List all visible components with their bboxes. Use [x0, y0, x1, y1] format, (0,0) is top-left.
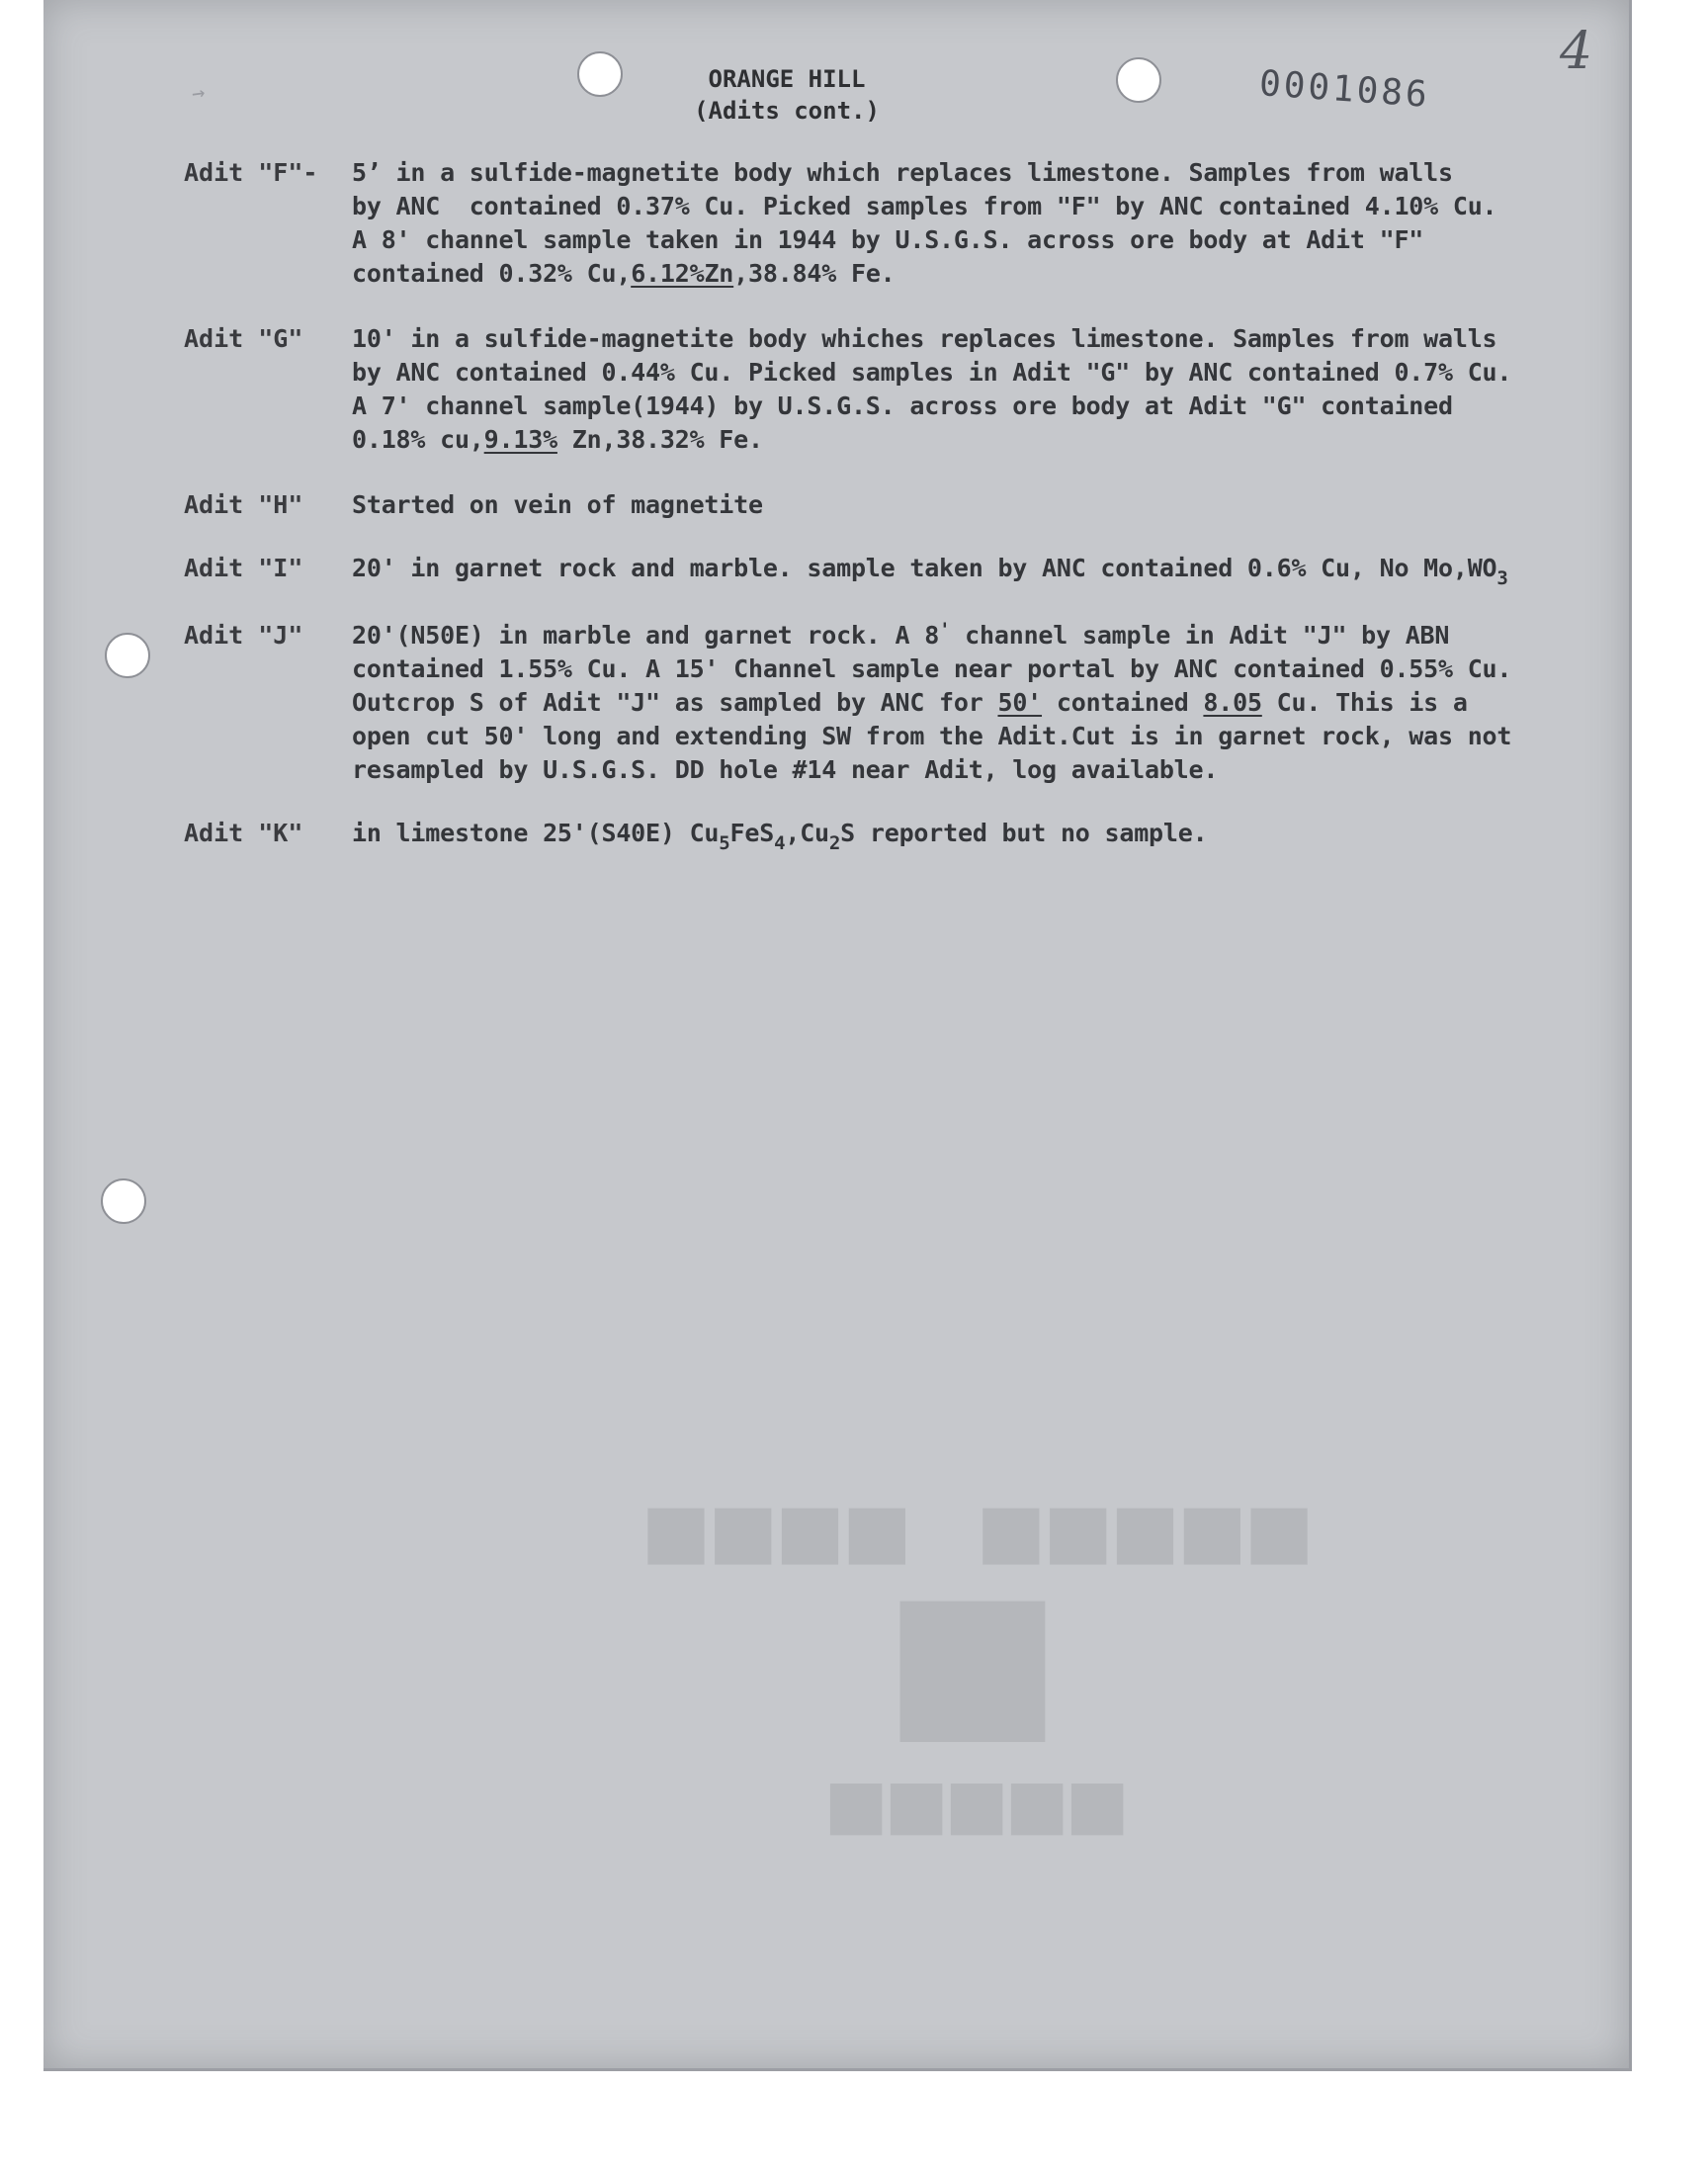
text-run: Cu. This is a — [1261, 688, 1468, 717]
text-run: contained — [1042, 688, 1204, 717]
text-run: ,38.84% Fe. — [733, 259, 896, 288]
text-run: A 7' channel sample(1944) by U.S.G.S. across ore body at Adit "G" contained — [352, 392, 1453, 420]
text-line — [352, 156, 1657, 190]
text-run: 20' in garnet rock and marble. sample taken by ANC contained 0.6% Cu, No Mo,WO — [352, 554, 1497, 582]
text-line — [352, 753, 1657, 787]
text-line — [352, 257, 1657, 291]
adit-description — [352, 322, 1657, 457]
adit-description — [352, 156, 1657, 291]
text-run: by ANC contained 0.37% Cu. Picked samples from "F" by ANC contained 4.10% Cu. — [352, 192, 1497, 220]
text-line — [352, 390, 1657, 423]
text-line — [352, 423, 1657, 457]
subscript-text: 4 — [774, 832, 786, 854]
text-run: 5’ in a sulfide-magnetite body which replaces limestone. Samples from walls — [352, 158, 1453, 187]
adit-description — [352, 619, 1657, 787]
underlined-text: 6.12%Zn — [631, 259, 734, 288]
text-line — [352, 817, 1657, 854]
faint-margin-mark: → — [190, 80, 207, 107]
text-line — [352, 223, 1657, 257]
adit-label: Adit "F"- — [184, 158, 318, 187]
text-line — [352, 356, 1657, 390]
text-run: 0.18% cu, — [352, 425, 484, 454]
superscript-text: ' — [939, 619, 951, 641]
page-title — [668, 63, 905, 127]
text-run: Started on vein of magnetite — [352, 490, 763, 519]
text-line — [352, 652, 1657, 686]
subscript-text: 3 — [1496, 567, 1508, 589]
text-line — [352, 686, 1657, 720]
text-line — [352, 552, 1657, 589]
text-line — [352, 322, 1657, 356]
text-run: 10' in a sulfide-magnetite body whiches replaces limestone. Samples from walls — [352, 324, 1497, 353]
title-line-1: ORANGE HILL — [708, 65, 866, 93]
text-run: channel sample in Adit "J" by ABN — [950, 621, 1450, 650]
underlined-text: 9.13% — [483, 425, 557, 454]
underlined-text: 8.05 — [1203, 688, 1262, 717]
text-run: open cut 50' long and extending SW from the Adit.Cut is in garnet rock, was not — [352, 722, 1512, 750]
text-run: contained 0.32% Cu, — [352, 259, 632, 288]
adit-label: Adit "J" — [184, 621, 303, 650]
handwritten-page-number: 4 — [1560, 22, 1593, 81]
adit-label: Adit "K" — [184, 819, 303, 847]
bleed-through-stamp: ■■■■■ ■■■■ ██ ■■■■■ — [638, 1473, 1308, 1853]
adit-description — [352, 552, 1657, 589]
text-line — [352, 720, 1657, 753]
adit-label: Adit "H" — [184, 490, 303, 519]
adit-description — [352, 488, 1657, 522]
punch-hole-left-lower — [101, 1178, 146, 1224]
text-run: Zn,38.32% Fe. — [556, 425, 763, 454]
document-number-stamp: 0001086 — [1257, 63, 1431, 116]
text-run: ,Cu — [785, 819, 829, 847]
text-run: S reported but no sample. — [840, 819, 1208, 847]
text-run: 20'(N50E) in marble and garnet rock. A 8 — [352, 621, 940, 650]
punch-hole-left-upper — [105, 633, 150, 678]
adit-label: Adit "G" — [184, 324, 303, 353]
punch-hole-top-left — [577, 51, 623, 97]
text-run: A 8' channel sample taken in 1944 by U.S.G.S. across ore body at Adit "F" — [352, 225, 1424, 254]
subscript-text: 5 — [719, 832, 730, 854]
text-run: FeS — [729, 819, 775, 847]
title-line-2: (Adits cont.) — [694, 97, 880, 125]
text-line — [352, 619, 1657, 652]
text-run: resampled by U.S.G.S. DD hole #14 near Adit, log available. — [352, 755, 1219, 784]
document-page — [43, 0, 1632, 2071]
text-run: by ANC contained 0.44% Cu. Picked samples in Adit "G" by ANC contained 0.7% Cu. — [352, 358, 1512, 387]
adit-description — [352, 817, 1657, 854]
text-line — [352, 488, 1657, 522]
text-run: Outcrop S of Adit "J" as sampled by ANC for — [352, 688, 998, 717]
text-line — [352, 190, 1657, 223]
subscript-text: 2 — [828, 832, 841, 854]
punch-hole-top-right — [1116, 57, 1161, 103]
text-run: contained 1.55% Cu. A 15' Channel sample near portal by ANC contained 0.55% Cu. — [352, 654, 1512, 683]
underlined-text: 50' — [997, 688, 1043, 717]
adit-label: Adit "I" — [184, 554, 303, 582]
text-run: in limestone 25'(S40E) Cu — [352, 819, 720, 847]
